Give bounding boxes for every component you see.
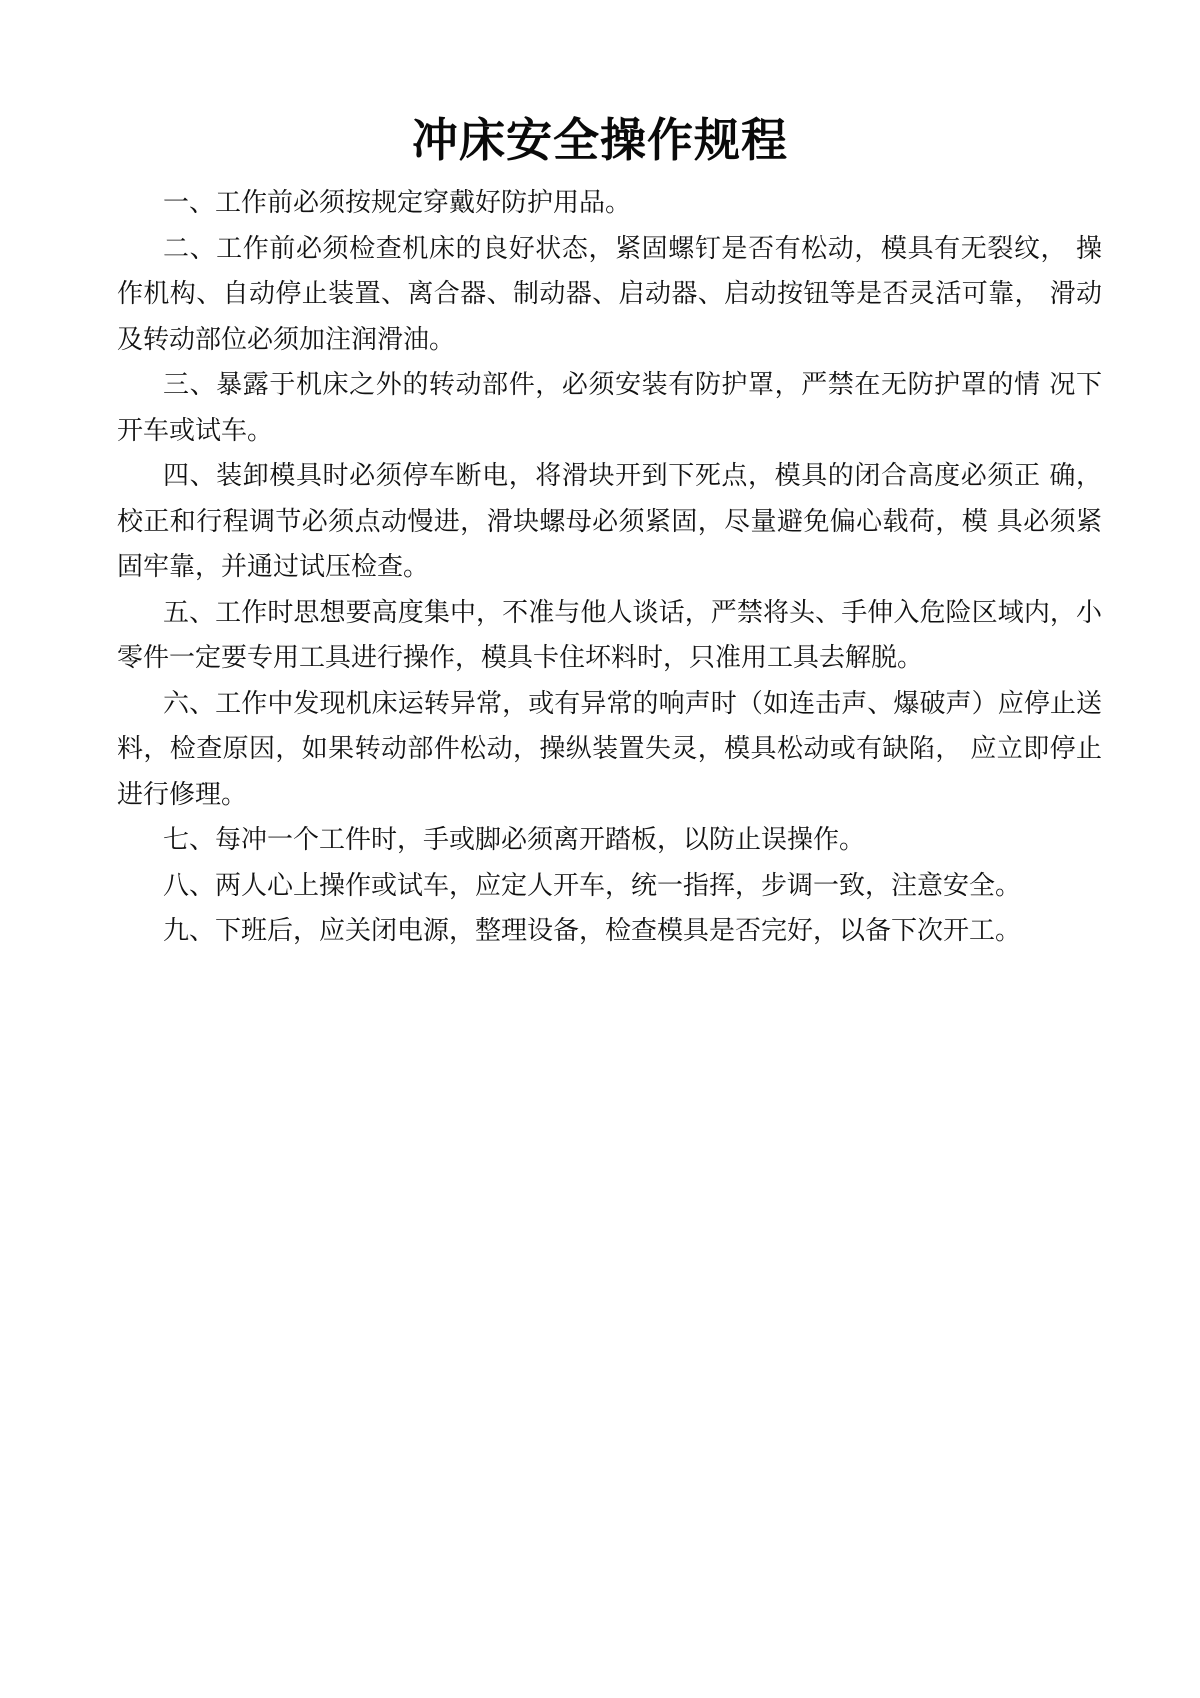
rule-item-3: 三、暴露于机床之外的转动部件，必须安装有防护罩，严禁在无防护罩的情 况下开车或试车。 (117, 370, 1102, 446)
rule-item-2: 二、工作前必须检查机床的良好状态，紧固螺钉是否有松动，模具有无裂纹， 操作机构、自动停止装置、离合器、制动器、启动器、启动按钮等是否灵活可靠， 滑动及转动部位必须加注润滑油。 (117, 233, 1102, 355)
rule-item-1: 一、工作前必须按规定穿戴好防护用品。 (163, 188, 632, 218)
rule-item-5: 五、工作时思想要高度集中，不准与他人谈话，严禁将头、手伸入危险区域内，小零件一定要专用工具进行操作，模具卡住坏料时，只准用工具去解脱。 (117, 597, 1102, 673)
document-title: 冲床安全操作规程 (412, 113, 788, 167)
rules-list (117, 181, 1102, 955)
rule-item-6: 六、工作中发现机床运转异常，或有异常的响声时（如连击声、爆破声）应停止送料，检查原因，如果转动部件松动，操纵装置失灵，模具松动或有缺陷， 应立即停止进行修理。 (117, 688, 1102, 810)
rule-item-9: 九、下班后，应关闭电源，整理设备，检查模具是否完好，以备下次开工。 (163, 916, 1022, 946)
rule-item-7: 七、每冲一个工件时，手或脚必须离开踏板，以防止误操作。 (163, 825, 866, 855)
rule-item-4: 四、装卸模具时必须停车断电，将滑块开到下死点，模具的闭合高度必须正 确，校正和行程调节必须点动慢进，滑块螺母必须紧固，尽量避免偏心载荷，模 具必须紧固牢靠，并通过试压检查。 (117, 461, 1102, 582)
rule-item-8: 八、两人心上操作或试车，应定人开车，统一指挥，步调一致，注意安全。 (163, 870, 1022, 901)
